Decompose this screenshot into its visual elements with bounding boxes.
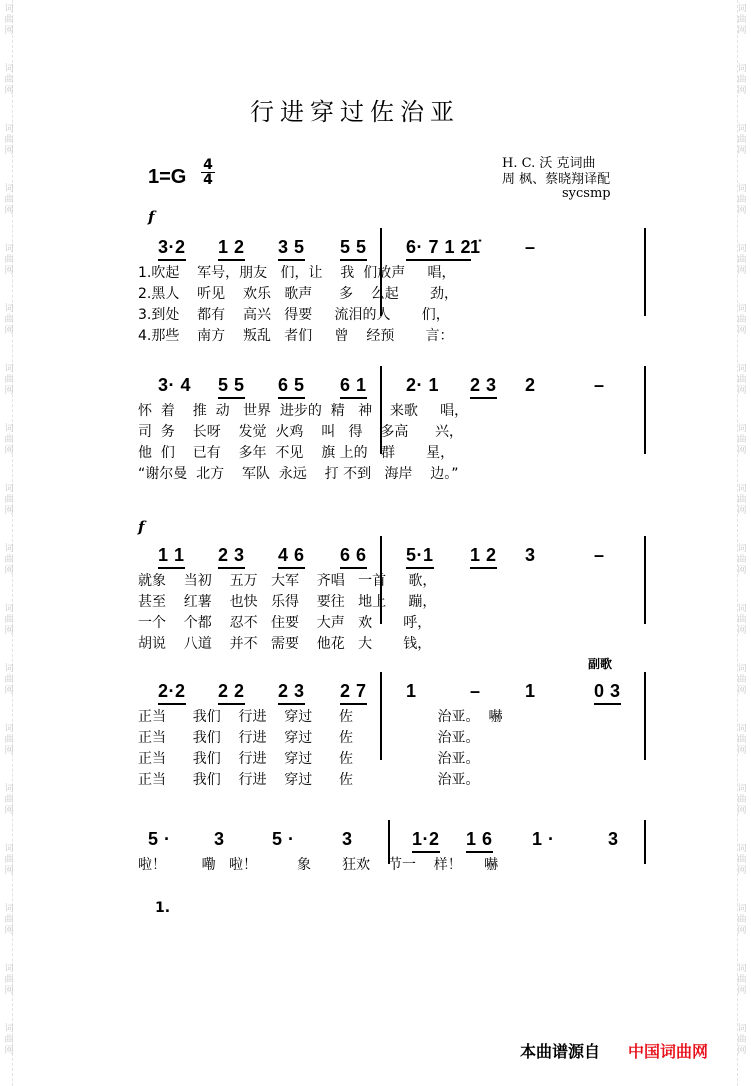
scanner-credit: sycsmp xyxy=(562,186,611,201)
watermark-mark: 词 曲 网 xyxy=(737,964,747,996)
lyric-line: 胡说 八道 并不 需要 他花 大 钱， xyxy=(138,636,432,652)
note-group: – xyxy=(470,681,481,701)
translator-credit: 周 枫、蔡晓翔译配 xyxy=(502,172,611,187)
note-group: 2 3 xyxy=(218,544,245,569)
footer-site[interactable]: 中国词曲网 xyxy=(628,1042,709,1061)
watermark-mark: 词 曲 网 xyxy=(4,184,14,216)
lyric-line: 正当 我们 行进 穿过 佐 治亚。 xyxy=(138,751,480,767)
lyric-line: 正当 我们 行进 穿过 佐 治亚。 xyxy=(138,772,480,788)
chorus-label: 副歌 xyxy=(588,657,613,671)
lyric-line: 甚至 红薯 也快 乐得 要往 地上 蹦， xyxy=(138,594,437,610)
watermark-mark: 词 曲 网 xyxy=(737,184,747,216)
dynamic-marking: f xyxy=(148,208,155,226)
watermark-mark: 词 曲 网 xyxy=(737,364,747,396)
bar-line xyxy=(380,366,382,454)
note-group: 2·2 xyxy=(158,680,186,705)
watermark-mark: 词 曲 网 xyxy=(4,664,14,696)
note-group: 1 6 xyxy=(466,828,493,853)
watermark-mark: 词 曲 网 xyxy=(737,1024,747,1056)
watermark-mark: 词 曲 网 xyxy=(4,544,14,576)
watermark-mark: 词 曲 网 xyxy=(4,304,14,336)
note-group: – xyxy=(594,375,605,395)
watermark-mark: 词 曲 网 xyxy=(4,124,14,156)
lyric-line: 2.黑人 听见 欢乐 歌声 多 么起 劲， xyxy=(138,286,458,302)
left-watermark-strip xyxy=(0,0,18,1086)
note-group: 1·2 xyxy=(412,828,440,853)
song-title: 行进穿过佐治亚 xyxy=(250,98,460,126)
bar-line xyxy=(644,536,646,624)
bar-line xyxy=(644,672,646,760)
watermark-mark: 词 曲 网 xyxy=(4,784,14,816)
note-group: 3 xyxy=(525,545,536,565)
lyric-line: 正当 我们 行进 穿过 佐 治亚。 嚇 xyxy=(138,709,503,725)
watermark-mark: 词 曲 网 xyxy=(737,4,747,36)
lyric-line: 司 务 长呀 发觉 火鸡 叫 得 多高 兴， xyxy=(138,424,464,440)
watermark-mark: 词 曲 网 xyxy=(4,424,14,456)
bar-line xyxy=(380,672,382,760)
bar-line xyxy=(380,536,382,624)
page-mark: 1. xyxy=(155,900,171,916)
note-group: 5 · xyxy=(148,829,171,849)
note-group: 1̇ xyxy=(470,237,481,257)
lyric-line: 怀 着 推 动 世界 进步的 精 神 来歌 唱， xyxy=(138,403,469,419)
note-group: 1 · xyxy=(532,829,555,849)
note-group: 2 2 xyxy=(218,680,245,705)
note-group: 3 xyxy=(342,829,353,849)
bar-line xyxy=(388,820,390,864)
composer-credit: H. C. 沃 克词曲 xyxy=(502,156,596,171)
right-watermark-strip xyxy=(733,0,751,1086)
watermark-mark: 词 曲 网 xyxy=(4,964,14,996)
lyric-line: “谢尔曼 北方 军队 永远 打 不到 海岸 边。” xyxy=(138,466,459,482)
watermark-mark: 词 曲 网 xyxy=(4,4,14,36)
note-group: 1 xyxy=(525,681,536,701)
watermark-mark: 词 曲 网 xyxy=(4,904,14,936)
time-signature xyxy=(201,158,215,187)
watermark-mark: 词 曲 网 xyxy=(737,664,747,696)
lyric-line: 4.那些 南方 叛乱 者们 曾 经预 言： xyxy=(138,328,454,344)
time-signature-top: 4 xyxy=(203,157,213,173)
lyric-line: 3.到处 都有 高兴 得要 流泪的人 们， xyxy=(138,307,450,323)
watermark-mark: 词 曲 网 xyxy=(4,1024,14,1056)
watermark-mark: 词 曲 网 xyxy=(4,604,14,636)
note-group: – xyxy=(594,545,605,565)
note-group: 5 5 xyxy=(218,374,245,399)
note-group: 3 xyxy=(608,829,619,849)
note-group: 5 5 xyxy=(340,236,367,261)
note-group: 6 5 xyxy=(278,374,305,399)
lyric-line: 就象 当初 五万 大军 齐唱 一首 歌， xyxy=(138,573,437,589)
footer-source: 本曲谱源自 xyxy=(520,1042,601,1061)
note-group: 6 6 xyxy=(340,544,367,569)
lyric-line: 1.吹起 军号，朋友 们，让 我 们放声 唱， xyxy=(138,265,456,281)
bar-line xyxy=(380,228,382,316)
note-group: 2· 1 xyxy=(406,375,440,395)
watermark-mark: 词 曲 网 xyxy=(737,844,747,876)
watermark-mark: 词 曲 网 xyxy=(4,844,14,876)
watermark-mark: 词 曲 网 xyxy=(4,64,14,96)
note-group: 0 3 xyxy=(594,680,621,705)
watermark-mark: 词 曲 网 xyxy=(737,64,747,96)
watermark-mark: 词 曲 网 xyxy=(737,784,747,816)
watermark-mark: 词 曲 网 xyxy=(4,244,14,276)
lyric-line: 一个 个都 忍不 住要 大声 欢 呼， xyxy=(138,615,432,631)
key-signature: 1=G xyxy=(148,166,187,188)
dynamic-marking: f xyxy=(138,518,145,536)
note-group: 5 · xyxy=(272,829,295,849)
note-group: 1 1 xyxy=(158,544,185,569)
note-group: – xyxy=(525,237,536,257)
note-group: 5·1 xyxy=(406,544,434,569)
note-group: 1 xyxy=(406,681,417,701)
lyric-line: 啦！ 嘞 啦！ 象 狂欢 节一 样！ 嚇 xyxy=(138,857,499,873)
time-signature-bottom: 4 xyxy=(201,172,215,187)
bar-line xyxy=(644,366,646,454)
note-group: 3· 4 xyxy=(158,375,192,395)
watermark-mark: 词 曲 网 xyxy=(4,724,14,756)
note-group: 2 3 xyxy=(278,680,305,705)
watermark-mark: 词 曲 网 xyxy=(737,484,747,516)
watermark-mark: 词 曲 网 xyxy=(737,244,747,276)
watermark-mark: 词 曲 网 xyxy=(737,604,747,636)
note-group: 1 2 xyxy=(218,236,245,261)
note-group: 6 1 xyxy=(340,374,367,399)
note-group: 1 2 xyxy=(470,544,497,569)
watermark-mark: 词 曲 网 xyxy=(737,424,747,456)
watermark-mark: 词 曲 网 xyxy=(737,544,747,576)
watermark-mark: 词 曲 网 xyxy=(737,124,747,156)
bar-line xyxy=(644,228,646,316)
note-group: 3 xyxy=(214,829,225,849)
lyric-line: 正当 我们 行进 穿过 佐 治亚。 xyxy=(138,730,480,746)
note-group: 2 3 xyxy=(470,374,497,399)
watermark-mark: 词 曲 网 xyxy=(737,724,747,756)
watermark-mark: 词 曲 网 xyxy=(737,904,747,936)
note-group: 3·2 xyxy=(158,236,186,261)
note-group: 2 7 xyxy=(340,680,367,705)
note-group: 6· 7 1 2 xyxy=(406,236,471,261)
note-group: 2 xyxy=(525,375,536,395)
note-group: 3 5 xyxy=(278,236,305,261)
note-group: 4 6 xyxy=(278,544,305,569)
bar-line xyxy=(644,820,646,864)
watermark-mark: 词 曲 网 xyxy=(4,484,14,516)
watermark-mark: 词 曲 网 xyxy=(737,304,747,336)
lyric-line: 他 们 已有 多年 不见 旗 上的 群 星， xyxy=(138,445,455,461)
watermark-mark: 词 曲 网 xyxy=(4,364,14,396)
